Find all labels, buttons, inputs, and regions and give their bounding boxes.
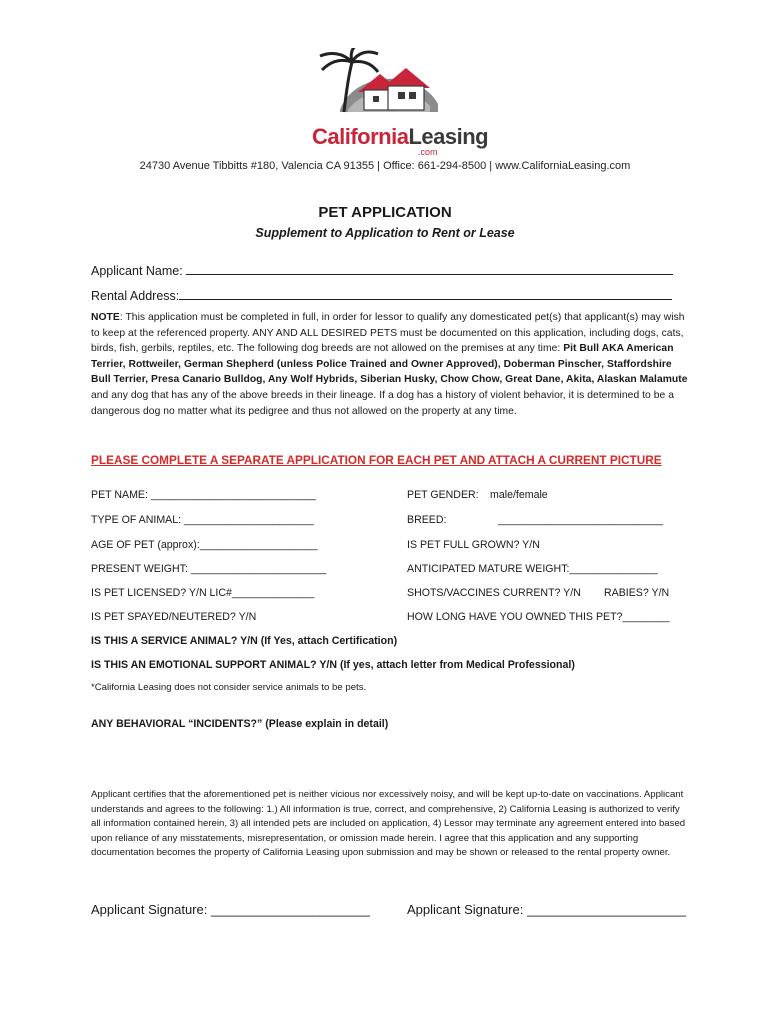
behavioral-incidents-field[interactable]: ANY BEHAVIORAL “INCIDENTS?” (Please explain in detail) (91, 718, 389, 730)
note-label: NOTE (91, 312, 120, 323)
note-text-1: : This application must be completed in full, in order for lessor to qualify any domesticated pet(s) that applicant(s) may wish to keep at the referenced property. ANY AND ALL DESIRED PETS must be documented on this application, including dogs, cats, birds, fish, gerbils, reptiles, etc. The following dog breeds are not allowed on the premises at any time: (91, 312, 685, 355)
house-palm-logo-icon (270, 48, 500, 128)
rental-address-line[interactable] (179, 287, 672, 300)
note-paragraph (91, 310, 691, 419)
certification-paragraph: Applicant certifies that the aforementioned pet is neither vicious nor excessively noisy, and will be kept up-to-date on vaccinations. Applicant understands and agrees to the following: 1.) All information is true, correct, and comprehensive, 2) California Leasing is authorized to verify all information contained herein, 3) all intended pets are included on application, 4) Lessor may terminate any agreement entered into based upon reliance of any misstatements, misrepresentation, or omission made herein. I agree that this application and any supporting documentation becomes the property of California Leasing upon submission and may be shown or released to the rental property owner. (91, 789, 686, 858)
logo-wordmark (312, 124, 488, 150)
breed-field[interactable]: ____________________________ (498, 514, 663, 526)
service-animal-field[interactable]: IS THIS A SERVICE ANIMAL? Y/N (If Yes, attach Certification) (91, 635, 398, 647)
note-text-2: and any dog that has any of the above breeds in their lineage. If a dog has a history of violent behavior, it is determined to be a dangerous dog no matter what its pedigree and thus not allowed on the property at any time. (91, 389, 674, 417)
age-of-pet-field[interactable]: AGE OF PET (approx):____________________ (91, 539, 318, 551)
licensed-field[interactable]: IS PET LICENSED? Y/N LIC#______________ (91, 587, 315, 599)
breed-label: BREED: (407, 514, 447, 526)
mature-weight-field[interactable]: ANTICIPATED MATURE WEIGHT:_______________ (407, 563, 658, 575)
how-long-owned-field[interactable]: HOW LONG HAVE YOU OWNED THIS PET?________ (407, 611, 670, 623)
applicant-name-field[interactable] (91, 262, 673, 278)
separate-application-heading: PLEASE COMPLETE A SEPARATE APPLICATION FOR EACH PET AND ATTACH A CURRENT PICTURE (91, 453, 662, 467)
page-subtitle: Supplement to Application to Rent or Lease (255, 226, 515, 240)
shots-current-field[interactable]: SHOTS/VACCINES CURRENT? Y/N (407, 587, 581, 599)
service-animal-note: *California Leasing does not consider service animals to be pets. (91, 682, 367, 693)
company-address: 24730 Avenue Tibbitts #180, Valencia CA 91355 | Office: 661-294-8500 | www.CaliforniaLeasing.com (139, 160, 631, 172)
rental-address-label: Rental Address: (91, 289, 180, 303)
spayed-neutered-field[interactable]: IS PET SPAYED/NEUTERED? Y/N (91, 611, 257, 623)
rabies-field[interactable]: RABIES? Y/N (604, 587, 670, 599)
applicant-signature-1[interactable]: Applicant Signature: ______________________ (91, 902, 371, 917)
pet-gender-value[interactable]: male/female (490, 489, 548, 501)
california-leasing-logo (270, 48, 500, 158)
rental-address-field[interactable] (91, 287, 672, 303)
emotional-support-field[interactable]: IS THIS AN EMOTIONAL SUPPORT ANIMAL? Y/N (If yes, attach letter from Medical Professional) (91, 659, 575, 671)
type-of-animal-field[interactable]: TYPE OF ANIMAL: ______________________ (91, 514, 314, 526)
applicant-name-label: Applicant Name: (91, 264, 187, 278)
present-weight-field[interactable]: PRESENT WEIGHT: _______________________ (91, 563, 327, 575)
page-title: PET APPLICATION (318, 204, 452, 221)
note-banned-breeds: Pit Bull AKA American Terrier, Rottweiler, German Shepherd (unless Police Trained and Owner Approved), Doberman Pinscher, Staffordshire Bull Terrier, Presa Canario Bulldog, Any Wolf Hybrids, Siberian Husky, Chow Chow, Great Dane, Akita, Alaskan Malamute (91, 343, 688, 386)
logo-leasing: Leasing (408, 124, 489, 149)
pet-gender-label: PET GENDER: (407, 489, 479, 501)
logo-california: California (312, 124, 409, 149)
applicant-name-line[interactable] (186, 262, 673, 275)
applicant-signature-2[interactable]: Applicant Signature: ______________________ (407, 902, 687, 917)
pet-name-field[interactable]: PET NAME: ____________________________ (91, 489, 316, 501)
full-grown-field[interactable]: IS PET FULL GROWN? Y/N (407, 539, 540, 551)
logo-com: .com (418, 147, 438, 157)
